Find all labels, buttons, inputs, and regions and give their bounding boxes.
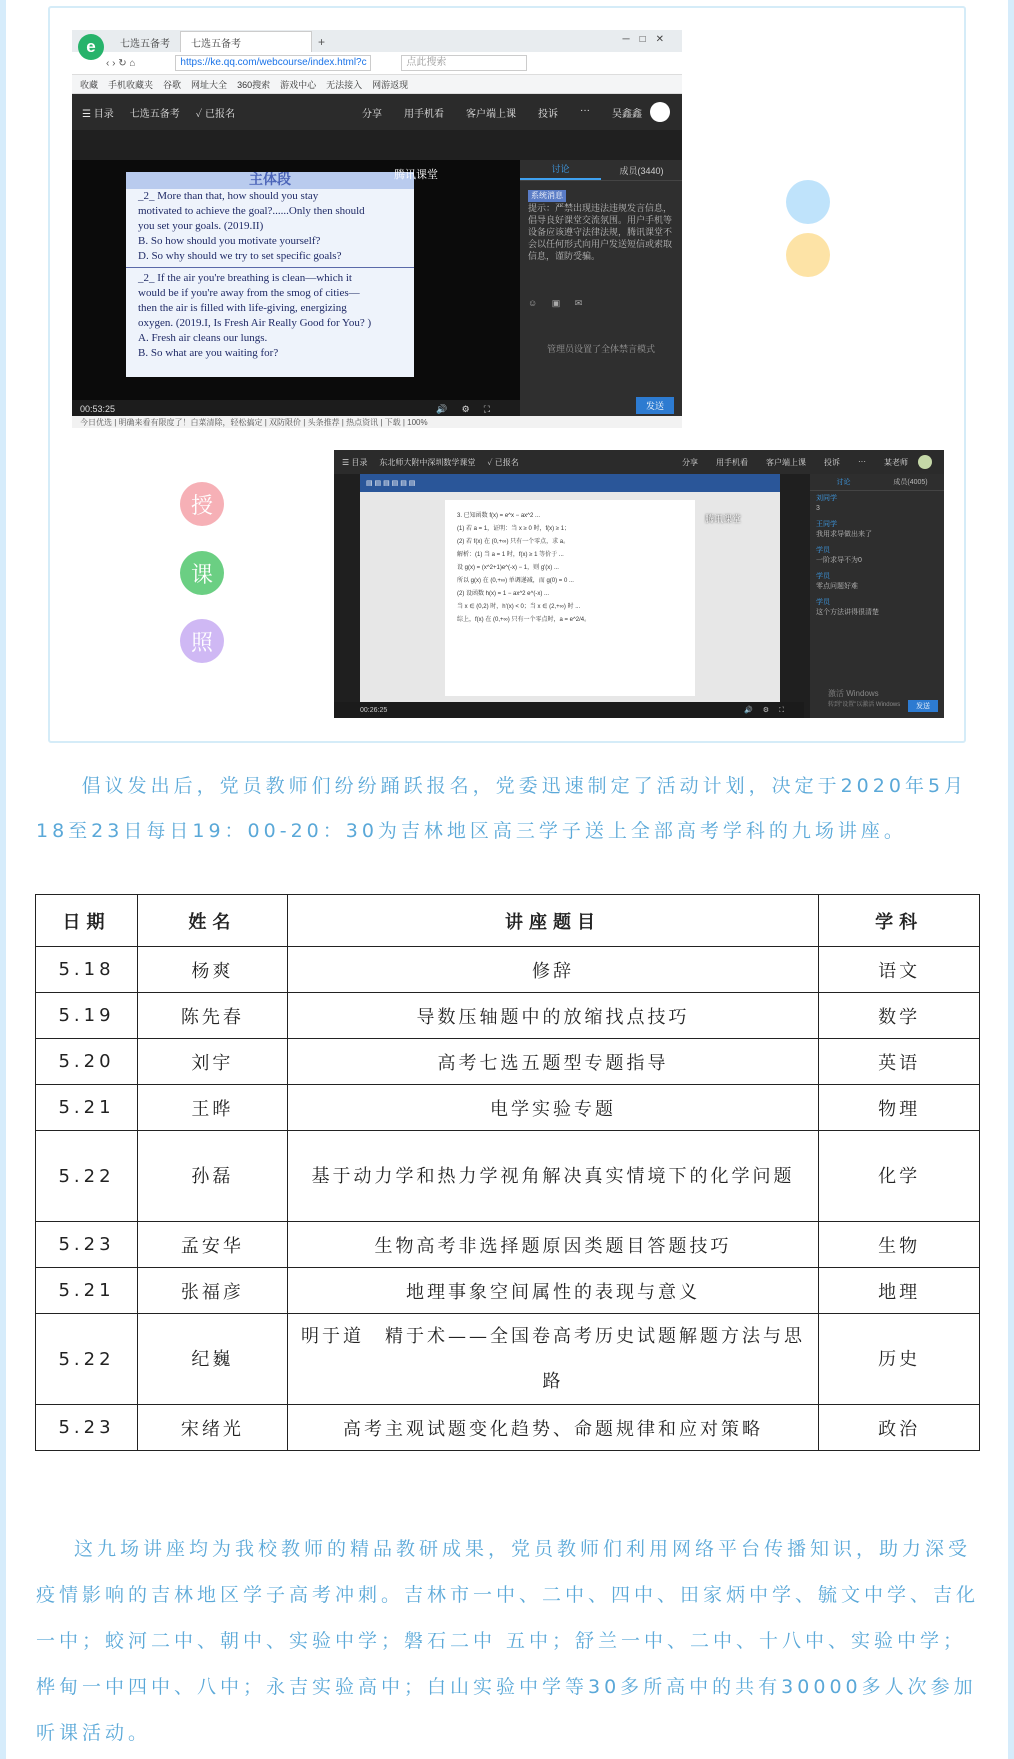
document-page [445,500,695,696]
slide-line: you set your goals. (2019.II) [138,220,264,232]
bookmark-item[interactable]: 谷歌 [163,79,182,90]
table-row [36,993,980,1039]
cell-date: 5.18 [36,947,138,993]
browser-logo-icon: e [78,34,104,60]
menu-button[interactable]: ☰ 目录 [342,457,368,467]
cell-topic: 明于道 精于术——全国卷高考历史试题解题方法与思路 [287,1314,818,1405]
slide-line: _2_ More than that, how should you stay [138,190,319,202]
ribbon-icon: ▤ ▤ ▤ ▤ ▤ ▤ [366,480,416,487]
course-body [72,160,682,428]
header-topic: 讲座题目 [287,895,818,947]
browser-tab[interactable]: 七选五备考 [120,39,170,50]
discussion-panel [810,474,944,718]
cell-name: 纪巍 [137,1314,287,1405]
browser-address-bar [72,52,682,75]
video-time: 00:53:25 [80,404,116,414]
watermark-text: 腾讯课堂 [394,168,438,181]
tab-members[interactable]: 成员(3440) [619,165,664,176]
cell-subject: 语文 [819,947,980,993]
slide-title: 主体段 [126,172,414,189]
menu-button[interactable]: ☰ 目录 [82,108,114,120]
cell-date: 5.23 [36,1405,138,1451]
cell-name: 孙磊 [137,1131,287,1222]
complain-button[interactable]: 投诉 [538,108,558,120]
windows-activation: 激活 Windows 转到"设置"以激活 Windows [828,689,901,708]
bookmark-item[interactable]: 360搜索 [237,79,271,90]
cell-topic: 修辞 [287,947,818,993]
course-topbar [334,450,944,474]
system-notice [520,181,682,270]
cell-name: 杨爽 [137,947,287,993]
user-name[interactable]: 某老师 [884,457,908,467]
notice-text: 提示：严禁出现违法违规发言信息，倡导良好课堂交流氛围。用户手机等设备应该遵守法律法规，腾讯课堂不会以任何形式向用户发送短信或索取信息，谨防受骗。 [528,203,673,261]
cell-name: 宋绪光 [137,1405,287,1451]
new-tab-button[interactable]: + [318,35,326,49]
search-input[interactable]: 点此搜索 [401,55,527,71]
notice-tag: 系统消息 [528,190,566,202]
browser-tab-bar [72,30,682,56]
doc-line: (2) 设函数 h(x) = 1 − ax^2 e^(-x) ... [457,591,549,597]
slide-line: would be if you're away from the smog of cities— [138,287,360,299]
url-input[interactable]: https://ke.qq.com/webcourse/index.html?c [175,55,371,71]
player-controls-icon[interactable]: 🔊⚙⛶ [744,706,794,714]
cell-subject: 政治 [819,1405,980,1451]
label-circle-zhao: 照 [180,619,224,663]
discussion-panel [520,160,682,418]
bookmark-item[interactable]: 网游返现 [372,79,409,90]
cell-subject: 生物 [819,1222,980,1268]
emoji-image-icon[interactable]: ☺ ▣ ✉ [528,298,589,308]
label-circle-ke: 课 [180,551,224,595]
lecture-schedule-table [35,894,980,1451]
slide-line: B. So what are you waiting for? [138,347,279,359]
header-subject: 学科 [819,895,980,947]
cell-subject: 地理 [819,1268,980,1314]
slide-divider [126,267,414,268]
video-time: 00:26:25 [360,706,388,714]
doc-line: 解析：(1) 当 a = 1 时，f(x) ≥ 1 等价于 ... [457,552,564,558]
cell-name: 王晔 [137,1085,287,1131]
doc-line: 综上，f(x) 在 (0,+∞) 只有一个零点时，a = e^2/4。 [457,617,591,623]
bookmark-bar [72,75,682,94]
slide-line: D. So why should we try to set specific goals? [138,250,342,262]
doc-line: (2) 若 f(x) 在 (0,+∞) 只有一个零点，求 a。 [457,539,570,545]
table-row [36,947,980,993]
cell-date: 5.19 [36,993,138,1039]
bookmark-item[interactable]: 网址大全 [191,79,228,90]
cell-date: 5.22 [36,1314,138,1405]
slide-line: B. So how should you motivate yourself? [138,235,321,247]
doc-line: 所以 g(x) 在 (0,+∞) 单调递减，而 g(0) = 0 ... [457,578,574,584]
chat-message: 王同学 我用求导做出来了 [816,521,872,538]
cell-date: 5.23 [36,1222,138,1268]
cell-topic: 电学实验专题 [287,1085,818,1131]
cell-subject: 化学 [819,1131,980,1222]
share-button[interactable]: 分享 [682,457,698,467]
user-name[interactable]: 吴鑫鑫 [612,108,642,120]
table-row [36,1405,980,1451]
screenshot-math-class [334,450,944,718]
doc-line: 3. 已知函数 f(x) = e^x − ax^2 ... [457,513,540,519]
doc-line: (1) 若 a = 1，证明：当 x ≥ 0 时，f(x) ≥ 1； [457,526,571,532]
more-button[interactable]: ··· [580,104,590,116]
cell-name: 陈先春 [137,993,287,1039]
cell-date: 5.20 [36,1039,138,1085]
header-name: 姓名 [137,895,287,947]
watermark-text: 腾讯课堂 [705,514,742,524]
table-row [36,1314,980,1405]
tab-members[interactable]: 成员(4005) [893,479,928,486]
share-button[interactable]: 分享 [362,108,382,120]
tab-discuss[interactable]: 讨论 [520,160,601,180]
cell-topic: 基于动力学和热力学视角解决真实情境下的化学问题 [287,1131,818,1222]
cell-topic: 导数压轴题中的放缩找点技巧 [287,993,818,1039]
cell-name: 孟安华 [137,1222,287,1268]
nav-arrows-icon[interactable]: ‹ › ↻ ⌂ [106,57,136,69]
chat-message: 学员 一阶求导不为0 [816,547,862,564]
avatar[interactable] [918,455,932,469]
cell-date: 5.21 [36,1085,138,1131]
signed-badge: ✓ 已报名 [195,108,235,120]
browser-status-bar: 今日优选 | 明确来看有限度了！白菜清除，轻松搞定 | 双防限价 | 头条推荐 | 热点资讯 | 下载 | 100% [72,416,682,428]
screenshot-browser-class [72,30,682,428]
doc-line: 当 x ∈ (0,2) 时，h'(x) < 0；当 x ∈ (2,+∞) 时 ... [457,604,581,610]
slide-line: _2_ If the air you're breathing is clean—which it [138,272,352,284]
tab-discuss[interactable]: 讨论 [836,479,851,486]
bookmark-item[interactable]: 无法接入 [326,79,363,90]
browser-tab-active[interactable]: 七选五备考 [180,31,312,52]
doc-line: 设 g(x) = (x^2+1)e^(-x) − 1，则 g'(x) ... [457,565,559,571]
decor-dot-yellow [786,233,830,277]
bookmark-item[interactable]: 手机收藏夹 [108,79,154,90]
course-topbar [72,94,682,130]
cell-name: 张福彦 [137,1268,287,1314]
table-row [36,1268,980,1314]
more-button[interactable]: ··· [858,456,866,466]
complain-button[interactable]: 投诉 [824,457,840,467]
header-date: 日期 [36,895,138,947]
slide-line: oxygen. (2019.I, Is Fresh Air Really Good for You? ) [138,317,372,329]
table-header-row [36,895,980,947]
table-row [36,1085,980,1131]
cell-subject: 历史 [819,1314,980,1405]
label-circle-shou: 授 [180,482,224,526]
bookmark-item[interactable]: 游戏中心 [280,79,317,90]
closing-paragraph: 这九场讲座均为我校教师的精品教研成果，党员教师们利用网络平台传播知识，助力深受疫情影响的吉林地区学子高考冲刺。吉林市一中、二中、四中、田家炳中学、毓文中学、吉化一中；蛟河二中、朝中、实验中学；磐石二中 五中；舒兰一中、二中、十八中、实验中学；桦甸一中四中、八中；永吉实验高中；白山实验中学等30多所高中的共有30000多人次参加听课活动。 [36,1538,980,1744]
table-row [36,1222,980,1268]
left-border-line [0,0,6,1759]
slide-line: then the air is filled with life-giving, energizing [138,302,347,314]
client-button[interactable]: 客户端上课 [466,108,516,120]
table-row [36,1039,980,1085]
send-button[interactable]: 发送 [908,700,938,712]
signed-badge: ✓ 已报名 [487,457,519,467]
cell-topic: 生物高考非选择题原因类题目答题技巧 [287,1222,818,1268]
mobile-button[interactable]: 用手机看 [404,108,444,120]
cell-subject: 物理 [819,1085,980,1131]
video-area[interactable] [72,160,520,400]
course-title: 东北师大附中深圳数学课堂 [379,457,476,467]
cell-subject: 数学 [819,993,980,1039]
shared-document[interactable] [360,474,780,702]
cell-name: 刘宇 [137,1039,287,1085]
chat-message: 刘同学 3 [816,495,837,512]
mute-notice: 管理员设置了全体禁言模式 [546,344,655,354]
cell-date: 5.21 [36,1268,138,1314]
bookmark-item[interactable]: 收藏 [80,79,99,90]
cell-topic: 高考主观试题变化趋势、命题规律和应对策略 [287,1405,818,1451]
cell-topic: 地理事象空间属性的表现与意义 [287,1268,818,1314]
avatar[interactable] [650,102,670,122]
slide-line: motivated to achieve the goal?......Only then should [138,205,365,217]
cell-topic: 高考七选五题型专题指导 [287,1039,818,1085]
table-row [36,1131,980,1222]
lecture-slide [126,172,414,377]
player-controls-icon[interactable]: 🔊⚙⛶ [436,403,504,414]
decor-dot-blue [786,180,830,224]
chat-message: 学员 这个方法讲得很清楚 [816,599,879,616]
course-title: 七选五备考 [129,108,180,120]
window-controls[interactable]: ─□✕ [622,34,674,45]
client-button[interactable]: 客户端上课 [766,457,806,467]
mobile-button[interactable]: 用手机看 [716,457,748,467]
cell-date: 5.22 [36,1131,138,1222]
intro-paragraph: 倡议发出后，党员教师们纷纷踊跃报名，党委迅速制定了活动计划，决定于2020年5月18至23日每日19：00-20：30为吉林地区高三学子送上全部高考学科的九场讲座。 [36,775,968,842]
cell-subject: 英语 [819,1039,980,1085]
video-controls [334,702,804,718]
word-ribbon [360,474,780,492]
right-border-line [1008,0,1014,1759]
slide-line: A. Fresh air cleans our lungs. [138,332,268,344]
send-button[interactable]: 发送 [636,397,674,414]
chat-message: 学员 零点问题好难 [816,573,858,590]
